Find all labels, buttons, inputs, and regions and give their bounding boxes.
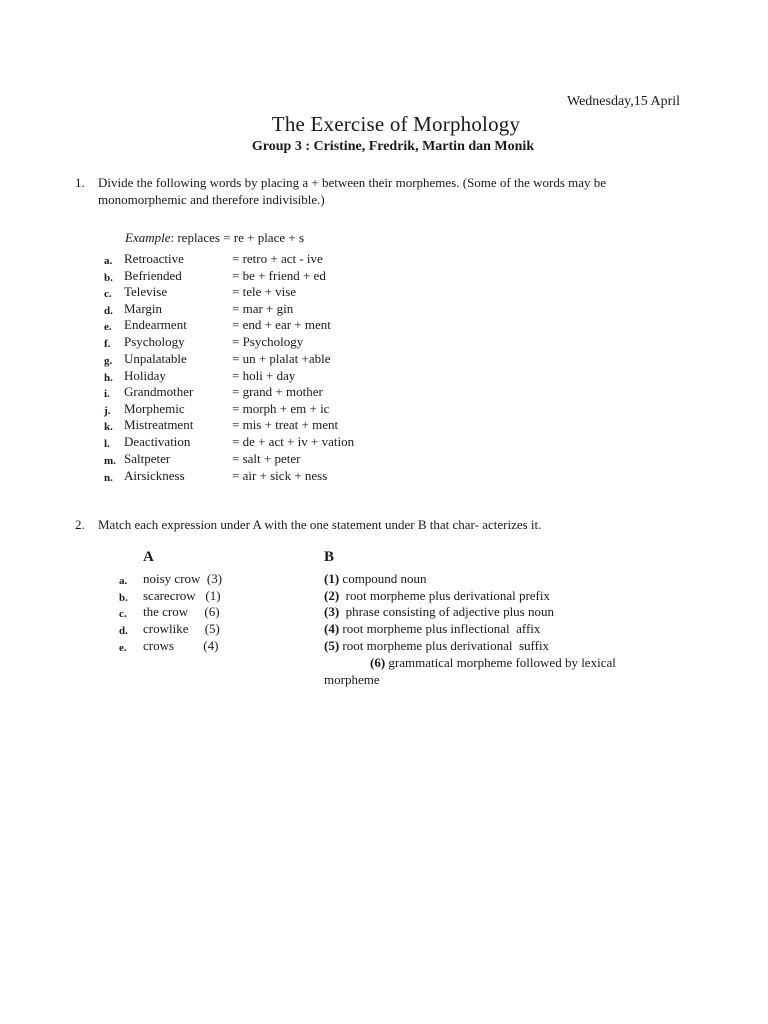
q1-item-answer: = salt + peter xyxy=(232,451,301,466)
page-title xyxy=(0,112,768,137)
group-line-text: Group 3 : Cristine, Fredrik, Martin dan Monik xyxy=(251,139,535,154)
q1-item-word: Airsickness xyxy=(124,468,185,483)
question-1-number: 1. xyxy=(75,175,85,190)
q1-item-letter: n. xyxy=(104,472,113,484)
q1-item-word: Morphemic xyxy=(124,401,185,416)
example-text: : replaces = re + place + s xyxy=(170,230,305,245)
q1-item-answer: = morph + em + ic xyxy=(232,401,330,416)
question-1-text-line1: Divide the following words by placing a + between their morphemes. (Some of the words may be xyxy=(98,175,607,190)
q1-item-answer: = mis + treat + ment xyxy=(232,417,339,432)
q1-item-word: Endearment xyxy=(124,317,187,332)
statement-text: root morpheme plus inflectional affix xyxy=(339,621,541,636)
q1-item-letter: i. xyxy=(104,388,110,400)
q1-item-answer: = Psychology xyxy=(232,334,304,349)
q1-item-word: Retroactive xyxy=(124,251,184,266)
column-b-statement-wrap: morpheme xyxy=(324,672,380,687)
q1-item-answer: = mar + gin xyxy=(232,301,294,316)
statement-text: compound noun xyxy=(339,571,427,586)
statement-text: root morpheme plus derivational prefix xyxy=(339,588,551,603)
q1-item-letter: d. xyxy=(104,305,113,317)
q1-item-answer: = tele + vise xyxy=(232,284,297,299)
statement-text: root morpheme plus derivational suffix xyxy=(339,638,550,653)
column-b-statement xyxy=(324,621,540,637)
column-a-letter: d. xyxy=(119,625,128,637)
column-a-letter: a. xyxy=(119,575,128,587)
q1-item-answer: = de + act + iv + vation xyxy=(232,434,355,449)
q1-item-word: Befriended xyxy=(124,268,182,283)
column-b-statement xyxy=(324,571,427,587)
q1-item-word: Unpalatable xyxy=(124,351,187,366)
q1-item-letter: l. xyxy=(104,438,110,450)
q1-item-word: Psychology xyxy=(124,334,185,349)
q1-item-answer: = be + friend + ed xyxy=(232,268,326,283)
q1-item-word: Deactivation xyxy=(124,434,191,449)
statement-text: grammatical morpheme followed by lexical xyxy=(385,655,616,670)
example-label: Example xyxy=(125,230,171,245)
q1-item-letter: g. xyxy=(104,355,113,367)
q1-item-word: Margin xyxy=(124,301,163,316)
q1-item-answer: = grand + mother xyxy=(232,384,323,399)
q1-item-letter: e. xyxy=(104,321,112,333)
q1-item-word: Mistreatment xyxy=(124,417,194,432)
question-2-text: Match each expression under A with the one statement under B that char- acterizes it. xyxy=(98,517,542,532)
q1-item-answer: = un + plalat +able xyxy=(232,351,331,366)
date: Wednesday,15 April xyxy=(567,94,681,109)
column-a-letter: c. xyxy=(119,608,127,620)
statement-text: phrase consisting of adjective plus noun xyxy=(339,604,554,619)
q1-item-word: Holiday xyxy=(124,368,166,383)
column-a-expression: crows (4) xyxy=(143,638,219,653)
example-line xyxy=(125,230,304,246)
column-a-expression: noisy crow (3) xyxy=(143,571,223,586)
group-line xyxy=(0,139,768,155)
q1-item-letter: h. xyxy=(104,372,113,384)
q1-item-letter: b. xyxy=(104,272,113,284)
column-a-letter: e. xyxy=(119,642,127,654)
statement-number: (4) xyxy=(324,621,340,636)
q1-item-answer: = air + sick + ness xyxy=(232,468,328,483)
statement-number: (6) xyxy=(370,655,386,670)
q1-item-letter: f. xyxy=(104,338,111,350)
column-a-expression: scarecrow (1) xyxy=(143,588,221,603)
question-2-number: 2. xyxy=(75,517,85,532)
q1-item-answer: = end + ear + ment xyxy=(232,317,331,332)
column-a-heading: A xyxy=(143,549,154,565)
q1-item-letter: k. xyxy=(104,421,113,433)
statement-number: (5) xyxy=(324,638,340,653)
q1-item-answer: = holi + day xyxy=(232,368,296,383)
statement-number: (2) xyxy=(324,588,340,603)
q1-item-letter: j. xyxy=(104,405,111,417)
q1-item-word: Saltpeter xyxy=(124,451,171,466)
column-b-statement xyxy=(324,638,549,654)
q1-item-word: Grandmother xyxy=(124,384,194,399)
page-title-text: The Exercise of Morphology xyxy=(271,112,521,136)
statement-number: (3) xyxy=(324,604,340,619)
q1-item-letter: a. xyxy=(104,255,113,267)
q1-item-letter: m. xyxy=(104,455,116,467)
column-b-heading: B xyxy=(324,549,335,565)
column-a-expression: the crow (6) xyxy=(143,604,220,619)
column-b-statement xyxy=(324,588,550,604)
q1-item-letter: c. xyxy=(104,288,112,300)
q1-item-word: Televise xyxy=(124,284,168,299)
q1-item-answer: = retro + act - ive xyxy=(232,251,323,266)
statement-number: (1) xyxy=(324,571,340,586)
column-b-statement xyxy=(370,655,616,671)
column-a-expression: crowlike (5) xyxy=(143,621,220,636)
question-1-text-line2: monomorphemic and therefore indivisible.) xyxy=(98,192,325,207)
column-b-statement xyxy=(324,604,554,620)
column-a-letter: b. xyxy=(119,592,128,604)
